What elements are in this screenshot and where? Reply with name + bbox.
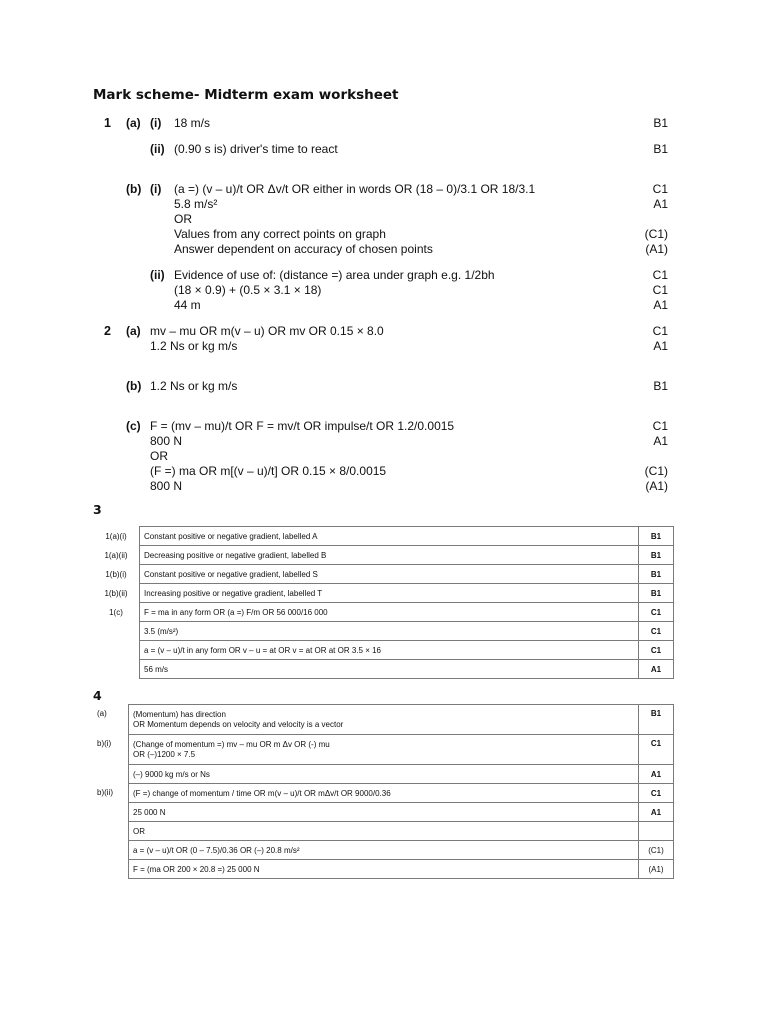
answer-cell: OR	[129, 822, 639, 841]
row-label: 1(a)(ii)	[93, 546, 140, 565]
answer-cell: (F =) change of momentum / time OR m(v – u)/t OR mΔv/t OR 9000/0.36	[129, 784, 639, 803]
row-label	[93, 803, 129, 822]
table-row	[93, 822, 674, 841]
answer-cell: F = ma in any form OR (a =) F/m OR 56 000/16 000	[140, 603, 639, 622]
table-row	[93, 860, 674, 879]
table-row	[93, 527, 674, 546]
answer-cell: Constant positive or negative gradient, labelled A	[140, 527, 639, 546]
row-label: 1(b)(ii)	[93, 584, 140, 603]
answer-line: OR Momentum depends on velocity and velocity is a vector	[133, 719, 344, 729]
mark-cell: C1	[639, 784, 674, 803]
q2-c-row-5	[93, 479, 673, 494]
q2-c-row-1	[93, 419, 673, 434]
table-row	[93, 641, 674, 660]
answer-text: (0.90 s is) driver's time to react	[174, 142, 338, 156]
mark-cell: C1	[639, 622, 674, 641]
q1-b-i-row-4	[93, 227, 673, 242]
question-number: 1	[104, 116, 111, 130]
row-label: 1(a)(i)	[93, 527, 140, 546]
mark-cell: A1	[639, 803, 674, 822]
q3-mark-table	[93, 526, 674, 679]
mark-cell: C1	[639, 641, 674, 660]
q1-b-ii-row-2	[93, 283, 673, 298]
mark: (A1)	[645, 242, 668, 256]
answer-text: 1.2 Ns or kg m/s	[150, 339, 238, 353]
question-number-4: 4	[93, 688, 102, 703]
subpart-label: (i)	[150, 182, 162, 196]
row-label	[93, 860, 129, 879]
answer-cell: 56 m/s	[140, 660, 639, 679]
table-row	[93, 603, 674, 622]
answer-text: OR	[150, 449, 168, 463]
table-row	[93, 546, 674, 565]
q1-a-ii-row	[93, 142, 673, 157]
answer-text: 800 N	[150, 434, 183, 448]
part-label: (c)	[126, 419, 141, 433]
table-row	[93, 565, 674, 584]
q2-c-row-2	[93, 434, 673, 449]
answer-cell	[129, 705, 639, 735]
q2-b-row	[93, 379, 673, 394]
row-label: (a)	[93, 705, 129, 735]
mark: A1	[653, 434, 668, 448]
mark: C1	[652, 283, 668, 297]
answer-text: 44 m	[174, 298, 201, 312]
table-row	[93, 622, 674, 641]
table-row	[93, 660, 674, 679]
answer-text: mv – mu OR m(v – u) OR mv OR 0.15 × 8.0	[150, 324, 384, 338]
mark-cell: (C1)	[639, 841, 674, 860]
mark-cell: A1	[639, 660, 674, 679]
mark-cell: C1	[639, 735, 674, 765]
mark: A1	[653, 298, 668, 312]
row-label	[93, 841, 129, 860]
answer-cell: 3.5 (m/s²)	[140, 622, 639, 641]
mark: B1	[653, 379, 668, 393]
mark: B1	[653, 116, 668, 130]
answer-text: Evidence of use of: (distance =) area under graph e.g. 1/2bh	[174, 268, 495, 282]
part-label: (b)	[126, 182, 142, 196]
row-label: b)(i)	[93, 735, 129, 765]
answer-text: 18 m/s	[174, 116, 211, 130]
answer-cell	[129, 735, 639, 765]
row-label: 1(b)(i)	[93, 565, 140, 584]
q2-a-row-1	[93, 324, 673, 339]
answer-text: F = (mv – mu)/t OR F = mv/t OR impulse/t OR 1.2/0.0015	[150, 419, 455, 433]
mark: C1	[652, 419, 668, 433]
answer-text: (F =) ma OR m[(v – u)/t] OR 0.15 × 8/0.0015	[150, 464, 387, 478]
answer-text: 800 N	[150, 479, 183, 493]
table-row	[93, 803, 674, 822]
answer-text: (a =) (v – u)/t OR Δv/t OR either in words OR (18 – 0)/3.1 OR 18/3.1	[174, 182, 536, 196]
mark-cell: B1	[639, 565, 674, 584]
answer-cell: (–) 9000 kg m/s or Ns	[129, 765, 639, 784]
mark: (C1)	[644, 464, 668, 478]
row-label: b)(ii)	[93, 784, 129, 803]
row-label	[93, 822, 129, 841]
q2-a-row-2	[93, 339, 673, 354]
answer-line: (Change of momentum =) mv – mu OR m Δv OR (-) mu	[133, 739, 330, 749]
mark: (C1)	[644, 227, 668, 241]
q1-b-i-row-2	[93, 197, 673, 212]
mark: C1	[652, 268, 668, 282]
page-title: Mark scheme- Midterm exam worksheet	[93, 87, 399, 103]
questions-1-2	[93, 116, 673, 494]
q2-c-row-4	[93, 464, 673, 479]
row-label	[93, 622, 140, 641]
part-label: (a)	[126, 324, 141, 338]
row-label	[93, 660, 140, 679]
table-row	[93, 705, 674, 735]
mark: C1	[652, 324, 668, 338]
q4-mark-table	[93, 704, 674, 879]
mark-cell: (A1)	[639, 860, 674, 879]
subpart-label: (i)	[150, 116, 162, 130]
part-label: (b)	[126, 379, 142, 393]
mark: A1	[653, 339, 668, 353]
answer-text: OR	[174, 212, 192, 226]
q1-b-i-row-5	[93, 242, 673, 257]
mark: A1	[653, 197, 668, 211]
mark-cell: A1	[639, 765, 674, 784]
q1-b-i-row-3	[93, 212, 673, 227]
subpart-label: (ii)	[150, 268, 165, 282]
table-row	[93, 784, 674, 803]
row-label: 1(c)	[93, 603, 140, 622]
mark-cell: B1	[639, 584, 674, 603]
answer-text: 5.8 m/s²	[174, 197, 218, 211]
table-row	[93, 765, 674, 784]
answer-text: 1.2 Ns or kg m/s	[150, 379, 238, 393]
q2-c-row-3	[93, 449, 673, 464]
mark-cell: B1	[639, 546, 674, 565]
q1-b-ii-row-3	[93, 298, 673, 313]
mark: C1	[652, 182, 668, 196]
table-row	[93, 735, 674, 765]
answer-cell: 25 000 N	[129, 803, 639, 822]
subpart-label: (ii)	[150, 142, 165, 156]
answer-text: Answer dependent on accuracy of chosen points	[174, 242, 433, 256]
question-number: 2	[104, 324, 111, 338]
answer-text: Values from any correct points on graph	[174, 227, 386, 241]
row-label	[93, 641, 140, 660]
q1-a-i-row	[93, 116, 673, 131]
mark: B1	[653, 142, 668, 156]
answer-cell: F = (ma OR 200 × 20.8 =) 25 000 N	[129, 860, 639, 879]
answer-cell: Increasing positive or negative gradient, labelled T	[140, 584, 639, 603]
answer-cell: a = (v – u)/t OR (0 – 7.5)/0.36 OR (–) 20.8 m/s²	[129, 841, 639, 860]
mark-cell	[639, 822, 674, 841]
q1-b-ii-row-1	[93, 268, 673, 283]
mark-cell: C1	[639, 603, 674, 622]
answer-cell: Decreasing positive or negative gradient, labelled B	[140, 546, 639, 565]
mark: (A1)	[645, 479, 668, 493]
answer-text: (18 × 0.9) + (0.5 × 3.1 × 18)	[174, 283, 322, 297]
q1-b-i-row-1	[93, 182, 673, 197]
mark-cell: B1	[639, 527, 674, 546]
question-number-3: 3	[93, 502, 102, 517]
answer-cell: Constant positive or negative gradient, labelled S	[140, 565, 639, 584]
table-row	[93, 841, 674, 860]
part-label: (a)	[126, 116, 141, 130]
row-label	[93, 765, 129, 784]
answer-cell: a = (v – u)/t in any form OR v – u = at OR v = at OR at OR 3.5 × 16	[140, 641, 639, 660]
answer-line: (Momentum) has direction	[133, 709, 226, 719]
table-row	[93, 584, 674, 603]
answer-line: OR (–)1200 × 7.5	[133, 749, 196, 759]
mark-cell: B1	[639, 705, 674, 735]
